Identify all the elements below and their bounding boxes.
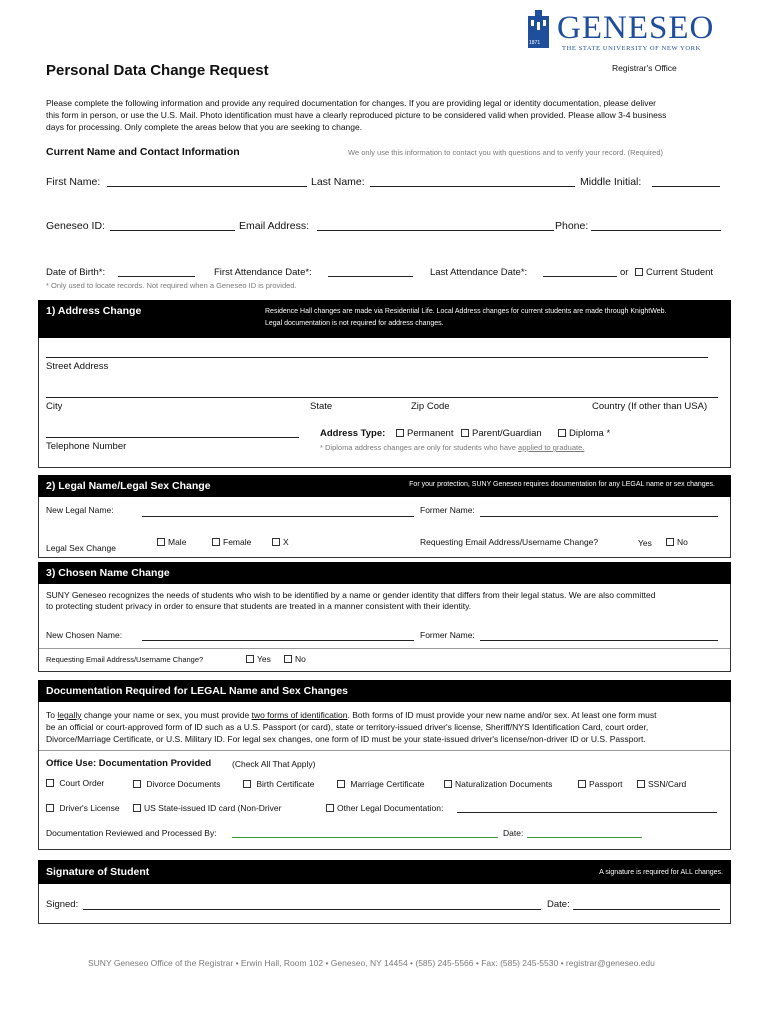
city-label: City: [46, 401, 63, 412]
legal-former-name-label: Former Name:: [420, 505, 475, 515]
signature-note: A signature is required for ALL changes.: [599, 869, 723, 876]
address-type-label: Address Type:: [320, 428, 386, 439]
signature-date-label: Date:: [547, 899, 570, 910]
country-label: Country (If other than USA): [592, 401, 708, 412]
checkbox-icon[interactable]: [46, 804, 54, 812]
reviewed-field[interactable]: [232, 837, 498, 838]
middle-initial-field[interactable]: [652, 186, 720, 187]
legal-yes-label[interactable]: Yes: [638, 538, 652, 548]
legal-no-option[interactable]: [666, 537, 688, 547]
zip-label: Zip Code: [411, 401, 450, 412]
checkbox-icon[interactable]: [133, 780, 141, 788]
legal-email-change-label: Requesting Email Address/Username Change?: [420, 537, 599, 547]
intro-line-1: Please complete the following information and provide any required documentation for changes. If you are providing legal or identity documentation, please deliver: [46, 98, 657, 108]
contact-footnote: * Only used to locate records. Not required when a Geneseo ID is provided.: [46, 281, 297, 290]
city-state-zip-field[interactable]: [46, 397, 718, 398]
male-label: Male: [168, 537, 187, 547]
office-label: Registrar's Office: [612, 63, 677, 73]
doc-label: Marriage Certificate: [350, 779, 425, 789]
checkbox-icon[interactable]: [635, 268, 643, 276]
doc-label: US State-issued ID card (Non-Driver: [144, 803, 282, 813]
doc-option-birth[interactable]: [243, 779, 314, 789]
telephone-label: Telephone Number: [46, 441, 127, 452]
permanent-option[interactable]: [396, 428, 453, 439]
middle-initial-label: Middle Initial:: [580, 176, 642, 188]
legal-note: For your protection, SUNY Geneseo requires documentation for any LEGAL name or sex changes.: [409, 481, 715, 488]
current-student-label: Current Student: [646, 267, 714, 278]
checkbox-icon[interactable]: [396, 429, 404, 437]
docs-divider: [39, 750, 730, 751]
docs-para-3: Divorce/Marriage Certificate, or U.S. Military ID. For legal sex changes, one form of ID must be your state-issued driver's license/non-driver ID or U.S. Passport.: [46, 734, 646, 744]
permanent-label: Permanent: [407, 428, 454, 439]
female-label: Female: [223, 537, 252, 547]
docs-header-bar: [38, 680, 731, 702]
x-label: X: [283, 537, 289, 547]
doc-option-state-id[interactable]: [133, 803, 281, 813]
doc-label: Driver's License: [59, 803, 120, 813]
checkbox-icon[interactable]: [272, 538, 280, 546]
logo-wordmark: GENESEO: [557, 10, 715, 46]
legal-header-bar: [38, 475, 731, 497]
chosen-header-bar: [38, 562, 731, 584]
checkbox-icon[interactable]: [578, 780, 586, 788]
reviewed-date-label: Date:: [503, 828, 524, 838]
doc-label: Naturalization Documents: [455, 779, 553, 789]
doc-option-court-order[interactable]: [46, 778, 104, 788]
signed-label: Signed:: [46, 899, 79, 910]
legal-title: 2) Legal Name/Legal Sex Change: [46, 480, 211, 492]
contact-heading: Current Name and Contact Information: [46, 146, 240, 158]
chosen-name-field[interactable]: [142, 640, 414, 641]
first-name-label: First Name:: [46, 176, 101, 188]
legal-sex-label: Legal Sex Change: [46, 543, 116, 553]
checkbox-icon[interactable]: [326, 804, 334, 812]
diploma-label: Diploma *: [569, 428, 611, 439]
logo-badge: 1871: [529, 40, 541, 46]
legal-no-label: No: [677, 537, 688, 547]
doc-label: Birth Certificate: [256, 779, 315, 789]
chosen-body-1: SUNY Geneseo recognizes the needs of students who wish to be identified by a name or gender identity that differs from their legal status. We are also committed: [46, 590, 656, 600]
page-title: Personal Data Change Request: [46, 62, 269, 79]
docs-legally-emphasis: legally: [57, 710, 82, 720]
phone-label: Phone:: [555, 220, 589, 232]
doc-option-other[interactable]: [326, 803, 443, 813]
docs-para-2: be an official or court-approved form of ID such as a U.S. Passport (or card), state or territory-issued driver's license, Sheriff/NYS Identification Card, court order,: [46, 722, 649, 732]
chosen-former-name-label: Former Name:: [420, 630, 475, 640]
last-attend-field[interactable]: [543, 276, 617, 277]
checkbox-icon[interactable]: [444, 780, 452, 788]
dob-field[interactable]: [118, 276, 195, 277]
parent-option[interactable]: [461, 428, 542, 439]
docs-text: . Both forms of ID must provide your new name and/or sex. At least one form must: [347, 710, 657, 720]
footer-contact: SUNY Geneseo Office of the Registrar • Erwin Hall, Room 102 • Geneseo, NY 14454 • (585) 245-5566 • Fax: (585) 245-5530 • registrar@geneseo.edu: [88, 958, 655, 968]
diploma-option[interactable]: [558, 428, 610, 439]
last-name-field[interactable]: [370, 186, 575, 187]
state-label: State: [310, 401, 333, 412]
first-attend-label: First Attendance Date*:: [214, 267, 312, 278]
doc-label: Passport: [589, 779, 623, 789]
checkbox-icon[interactable]: [637, 780, 645, 788]
new-legal-name-label: New Legal Name:: [46, 505, 114, 515]
checkbox-icon[interactable]: [133, 804, 141, 812]
checkbox-icon[interactable]: [246, 655, 254, 663]
signature-field[interactable]: [83, 909, 541, 910]
checkbox-icon[interactable]: [666, 538, 674, 546]
docs-text: To: [46, 710, 55, 720]
chosen-divider: [39, 648, 730, 649]
doc-option-passport[interactable]: [578, 779, 623, 789]
street-label: Street Address: [46, 361, 109, 372]
legal-former-name-field[interactable]: [480, 516, 718, 517]
address-note-2: Legal documentation is not required for address changes.: [265, 320, 444, 327]
geneseo-id-field[interactable]: [110, 230, 235, 231]
email-field[interactable]: [317, 230, 554, 231]
male-option[interactable]: [157, 537, 186, 547]
chosen-body-2: to protecting student privacy in order to ensure that students are treated in a manner consistent with their identity.: [46, 601, 472, 611]
docs-para-1: [46, 710, 656, 720]
checkbox-icon[interactable]: [243, 780, 251, 788]
female-option[interactable]: [212, 537, 251, 547]
chosen-name-label: New Chosen Name:: [46, 630, 123, 640]
signature-title: Signature of Student: [46, 866, 150, 878]
diploma-note: [320, 443, 584, 452]
docs-two-forms-emphasis: two forms of identification: [251, 710, 348, 720]
intro-line-2: this form in person, or use the U.S. Mail. Photo identification must have a clearly reproduced picture to be considered valid when provided. Please allow 3-4 business: [46, 110, 667, 120]
doc-label: SSN/Card: [648, 779, 687, 789]
doc-label: Court Order: [59, 778, 105, 788]
other-doc-field[interactable]: [457, 812, 717, 813]
chosen-yes-option[interactable]: [246, 654, 271, 664]
checkbox-icon[interactable]: [558, 429, 566, 437]
street-field[interactable]: [46, 357, 708, 358]
doc-label: Divorce Documents: [146, 779, 221, 789]
first-name-field[interactable]: [107, 186, 307, 187]
address-title: 1) Address Change: [46, 305, 142, 317]
checkbox-icon[interactable]: [46, 779, 54, 787]
email-label: Email Address:: [239, 220, 310, 232]
chosen-no-option[interactable]: [284, 654, 306, 664]
last-attend-label: Last Attendance Date*:: [430, 267, 528, 278]
chosen-yes-label: Yes: [257, 654, 271, 664]
checkbox-icon[interactable]: [157, 538, 165, 546]
doc-label: Other Legal Documentation:: [337, 803, 444, 813]
chosen-former-name-field[interactable]: [480, 640, 718, 641]
apply-to-graduate-link[interactable]: applied to graduate.: [518, 443, 585, 452]
address-note-1: Residence Hall changes are made via Residential Life. Local Address changes for current students are made through KnightWeb.: [265, 308, 667, 315]
contact-note: We only use this information to contact you with questions and to verify your record. (Required): [348, 148, 664, 157]
or-text: or: [620, 267, 629, 278]
doc-option-naturalization[interactable]: [444, 779, 552, 789]
parent-label: Parent/Guardian: [472, 428, 542, 439]
reviewed-label: Documentation Reviewed and Processed By:: [46, 828, 217, 838]
doc-option-ssn[interactable]: [637, 779, 686, 789]
chosen-title: 3) Chosen Name Change: [46, 567, 170, 579]
first-attend-field[interactable]: [328, 276, 413, 277]
reviewed-date-field[interactable]: [527, 837, 642, 838]
phone-field[interactable]: [591, 230, 721, 231]
telephone-field[interactable]: [46, 437, 299, 438]
logo-tagline: THE STATE UNIVERSITY OF NEW YORK: [562, 45, 701, 52]
docs-title: Documentation Required for LEGAL Name and Sex Changes: [46, 685, 349, 697]
signature-date-field[interactable]: [573, 909, 720, 910]
signature-header-bar: [38, 860, 731, 884]
checkbox-icon[interactable]: [284, 655, 292, 663]
office-use-label: Office Use: Documentation Provided: [46, 758, 212, 769]
address-header-bar: [38, 300, 731, 338]
intro-line-3: days for processing. Only complete the areas below that you are seeking to change.: [46, 122, 363, 132]
doc-option-divorce[interactable]: [133, 779, 221, 789]
checkbox-icon[interactable]: [212, 538, 220, 546]
checkbox-icon[interactable]: [461, 429, 469, 437]
new-legal-name-field[interactable]: [142, 516, 414, 517]
chosen-no-label: No: [295, 654, 306, 664]
checkbox-icon[interactable]: [337, 780, 345, 788]
x-option[interactable]: [272, 537, 289, 547]
last-name-label: Last Name:: [311, 176, 365, 188]
doc-option-drivers-license[interactable]: [46, 803, 120, 813]
diploma-note-text: * Diploma address changes are only for students who have: [320, 443, 516, 452]
docs-text: change your name or sex, you must provide: [83, 710, 250, 720]
chosen-email-change-label: Requesting Email Address/Username Change?: [46, 655, 204, 664]
check-all-label: (Check All That Apply): [232, 759, 316, 769]
geneseo-id-label: Geneseo ID:: [46, 220, 105, 232]
current-student-option[interactable]: [635, 267, 713, 278]
dob-label: Date of Birth*:: [46, 267, 106, 278]
doc-option-marriage[interactable]: [337, 779, 425, 789]
